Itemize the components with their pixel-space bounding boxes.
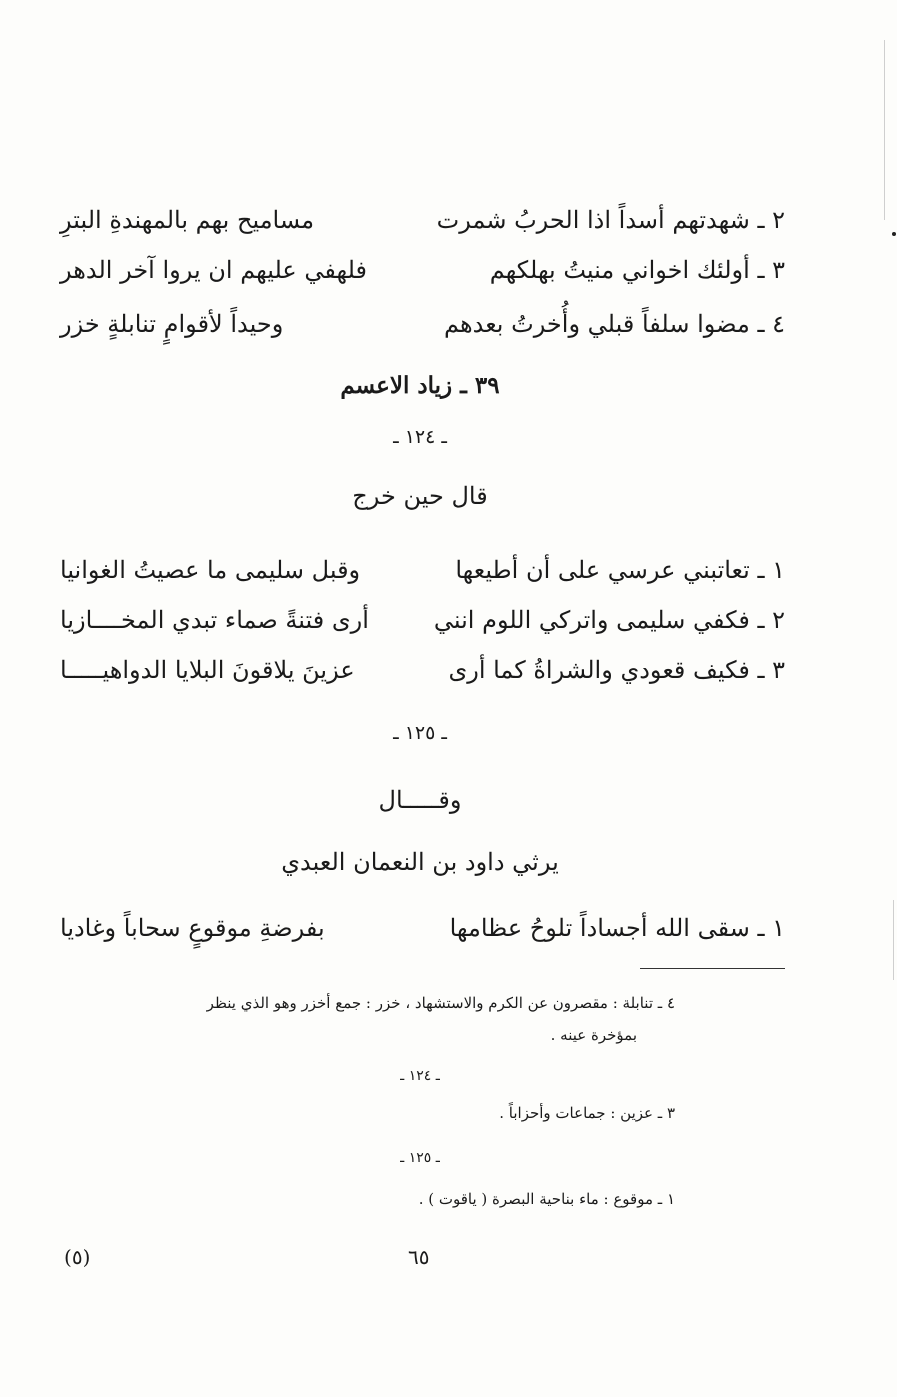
verse-second-hemistich: وحيداً لأقوامٍ تنابلةٍ خزر	[60, 310, 284, 338]
verse-second-hemistich: أرى فتنةً صماء تبدي المخــــازيا	[60, 606, 369, 634]
verse-second-hemistich: بفرضةِ موقوعٍ سحاباً وغاديا	[60, 914, 325, 942]
footnote-separator	[640, 968, 785, 969]
verse-2	[60, 596, 785, 644]
verse-1	[60, 904, 785, 952]
verse-second-hemistich: فلهفي عليهم ان يروا آخر الدهر	[60, 256, 368, 284]
verse-first-hemistich: ٢ ـ شهدتهم أسداً اذا الحربُ شمرت	[436, 206, 785, 234]
scan-speck	[892, 232, 896, 236]
poem-subintro: يرثي داود بن النعمان العبدي	[281, 848, 559, 876]
poem-number: ـ ١٢٤ ـ	[393, 426, 447, 448]
verse-first-hemistich: ٣ ـ فكيف قعودي والشراةُ كما أرى	[448, 656, 785, 684]
scan-edge-line	[884, 40, 885, 220]
verse-second-hemistich: عزينَ يلاقونَ البلايا الدواهيـــــا	[60, 656, 355, 684]
verse-first-hemistich: ٢ ـ فكفي سليمى واتركي اللوم انني	[433, 606, 785, 634]
footnote-marker: ـ ١٢٥ ـ	[400, 1150, 440, 1166]
footnote-4-line2: بمؤخرة عينه .	[550, 1026, 637, 1044]
signature-mark: (٥)	[64, 1245, 91, 1269]
verse-first-hemistich: ١ ـ تعاتبني عرسي على أن أطيعها	[455, 556, 785, 584]
verse-4	[60, 300, 785, 348]
scan-edge-line	[893, 900, 894, 980]
section-heading: ٣٩ ـ زياد الاعسم	[340, 372, 500, 399]
poem-intro: قال حين خرج	[352, 482, 488, 510]
verse-first-hemistich: ١ ـ سقى الله أجساداً تلوحُ عظامها	[449, 914, 785, 942]
poem-intro: وقـــــال	[378, 786, 462, 814]
footnote-4-line1: ٤ ـ تنابلة : مقصرون عن الكرم والاستشهاد ، خزر : جمع أخزر وهو الذي ينظر	[206, 994, 675, 1012]
verse-first-hemistich: ٤ ـ مضوا سلفاً قبلي وأُخرتُ بعدهم	[443, 310, 785, 338]
verse-second-hemistich: وقبل سليمى ما عصيتُ الغوانيا	[60, 556, 361, 584]
poem-number: ـ ١٢٥ ـ	[393, 722, 447, 744]
footnote-marker: ـ ١٢٤ ـ	[400, 1068, 440, 1084]
verse-3	[60, 246, 785, 294]
verse-first-hemistich: ٣ ـ أولئك اخواني منيتُ بهلكهم	[489, 256, 785, 284]
verse-2	[60, 196, 785, 244]
page-number: ٦٥	[408, 1245, 430, 1269]
footnote-124-3: ٣ ـ عزين : جماعات وأحزاباً .	[499, 1104, 675, 1122]
verse-second-hemistich: مساميح بهم بالمهندةِ البترِ	[60, 206, 315, 234]
footnote-125-1: ١ ـ موقوع : ماء بناحية البصرة ( ياقوت ) .	[418, 1190, 675, 1208]
verse-1	[60, 546, 785, 594]
verse-3	[60, 646, 785, 694]
